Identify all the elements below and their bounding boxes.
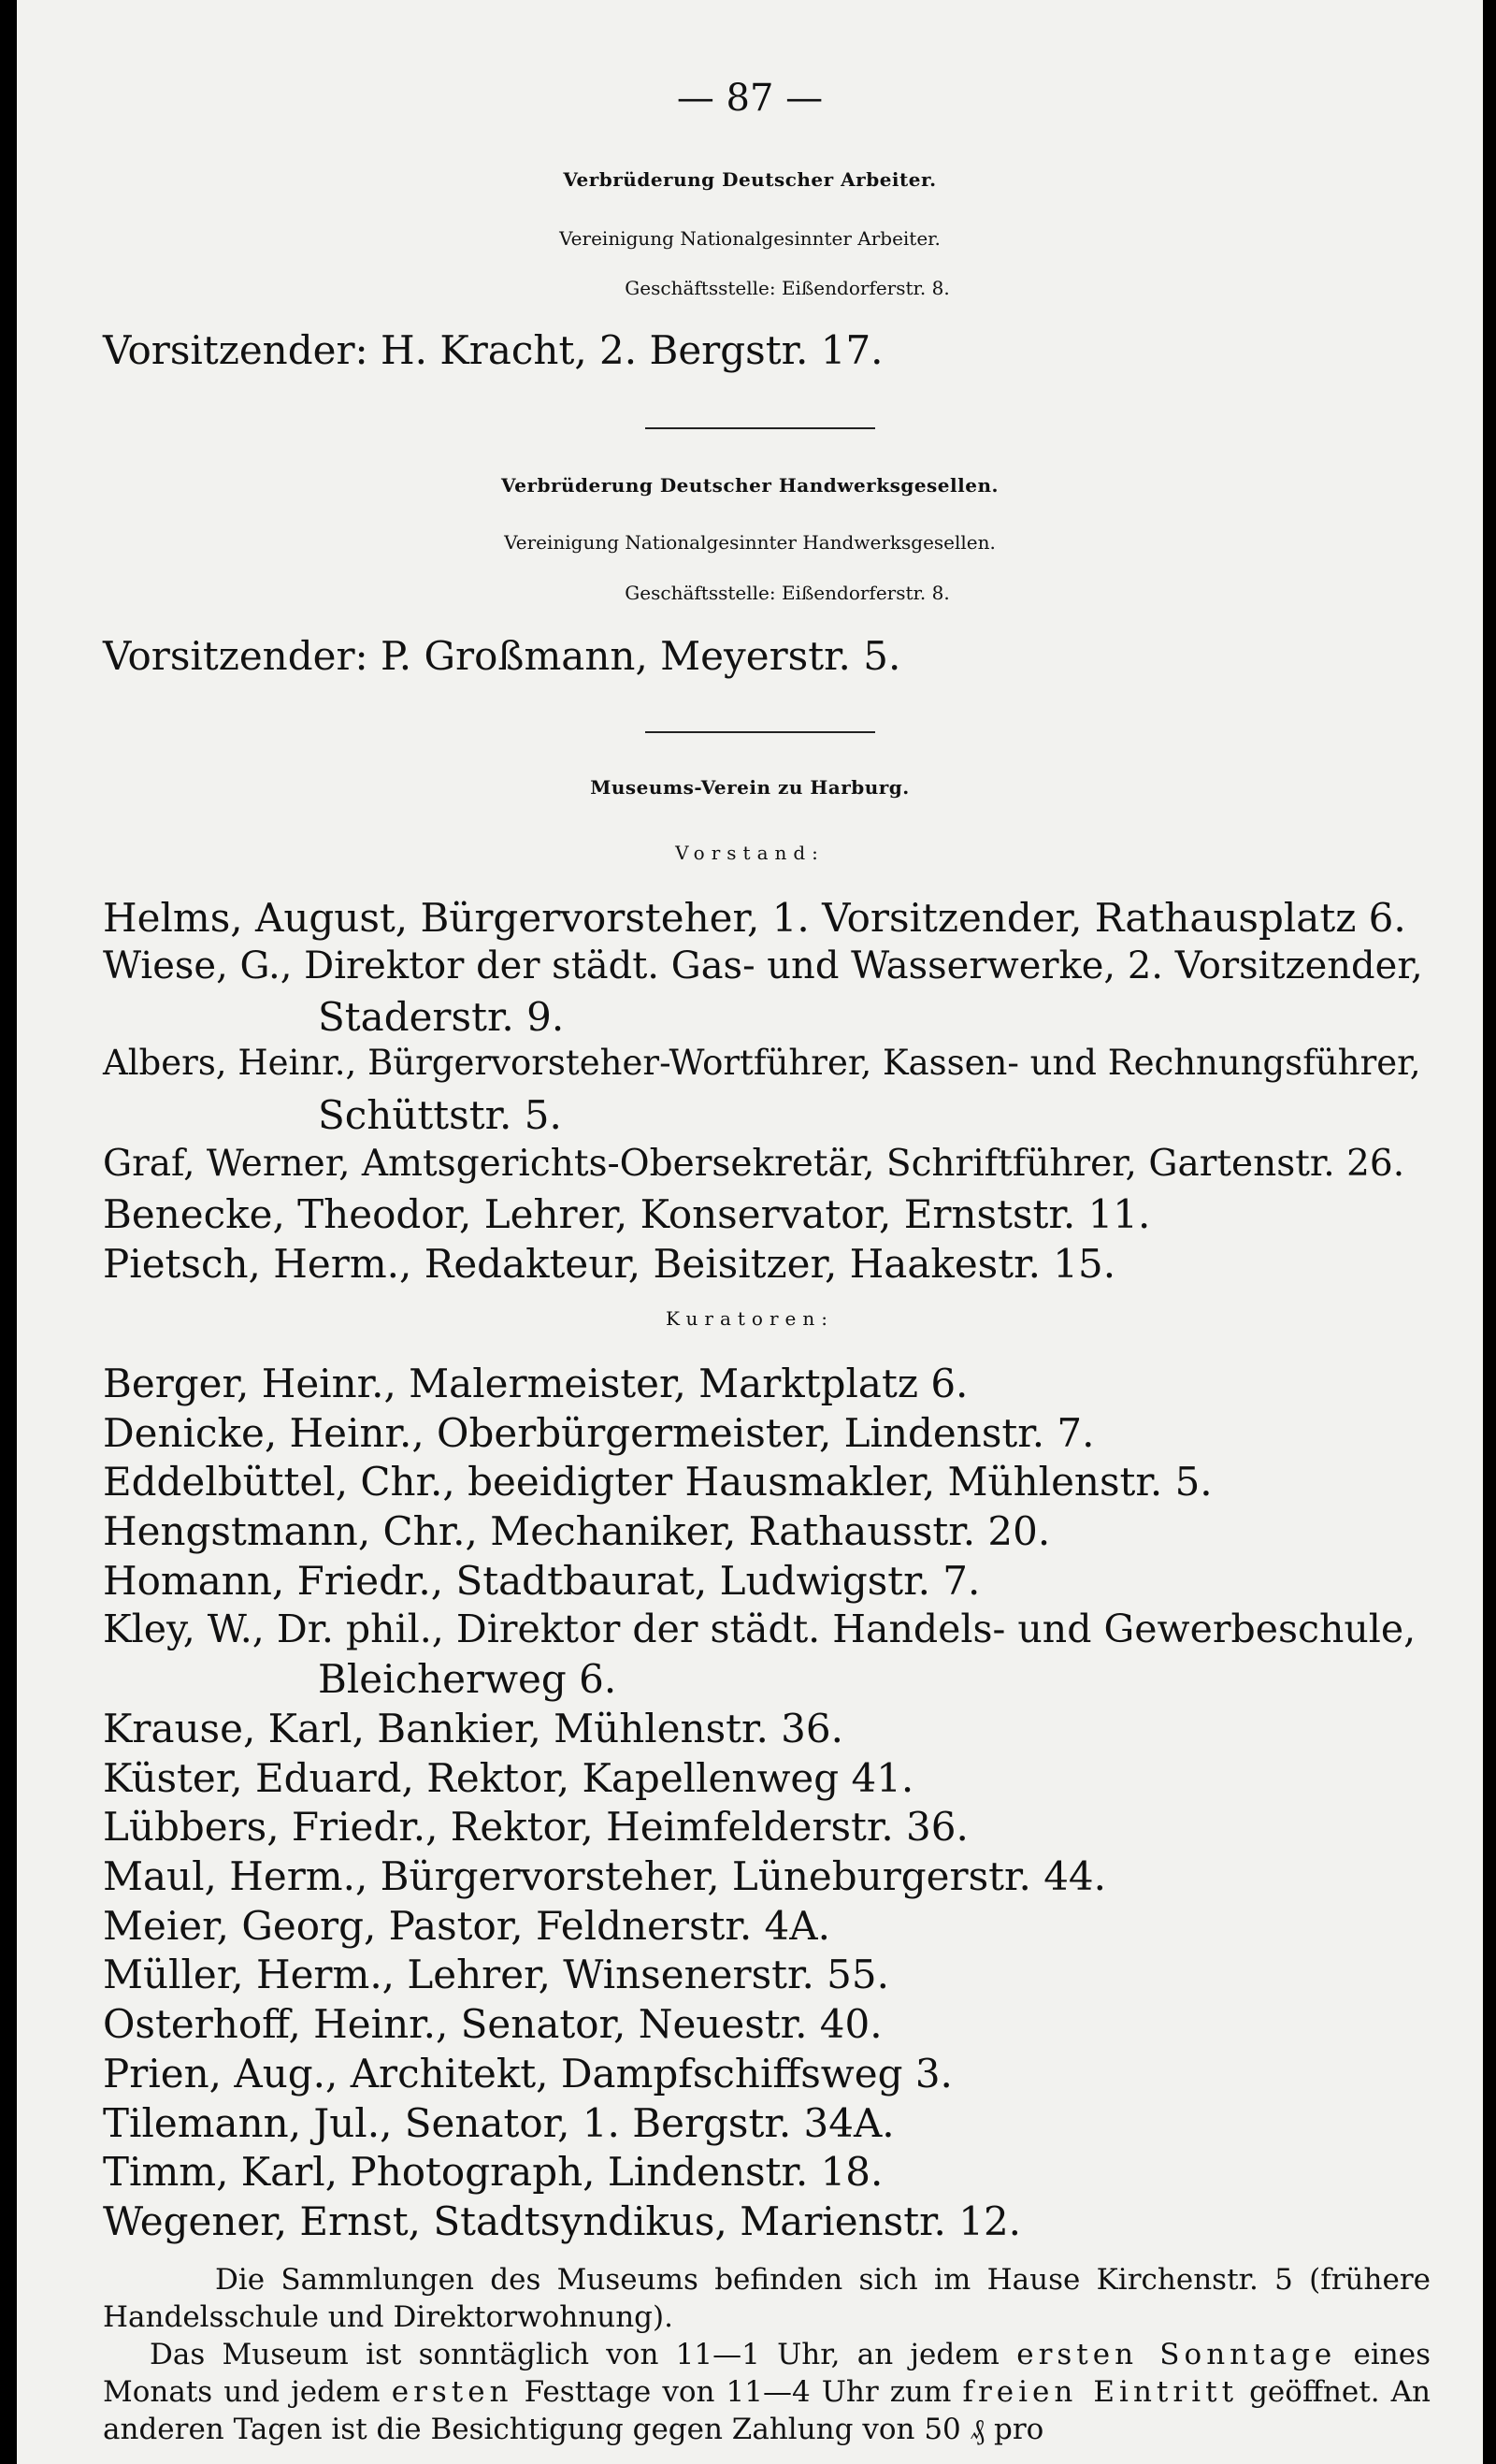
curator-entry: Kley, W., Dr. phil., Direktor der städt. Handels- und Gewerbeschule, xyxy=(103,1607,1417,1651)
board-entry: Albers, Heinr., Bürgervorsteher-Wortführer, Kassen- und Rechnungsführer, xyxy=(103,1043,1421,1083)
section-title: Verbrüderung Deutscher Arbeiter. xyxy=(563,168,937,191)
board-entry: Staderstr. 9. xyxy=(318,994,565,1040)
curator-entry: Eddelbüttel, Chr., beeidigter Hausmakler, Mühlenstr. 5. xyxy=(103,1459,1213,1505)
curator-entry: Homann, Friedr., Stadtbaurat, Ludwigstr. 7. xyxy=(103,1558,981,1604)
curator-entry: Hengstmann, Chr., Mechaniker, Rathausstr. 20. xyxy=(103,1508,1051,1554)
note-emphasis: freien Eintritt xyxy=(962,2375,1239,2409)
curator-entry: Denicke, Heinr., Oberbürgermeister, Lindenstr. 7. xyxy=(103,1410,1095,1456)
section-office: Geschäftsstelle: Eißendorferstr. 8. xyxy=(625,277,950,299)
curator-entry: Meier, Georg, Pastor, Feldnerstr. 4A. xyxy=(103,1903,830,1949)
board-entry: Helms, August, Bürgervorsteher, 1. Vorsitzender, Rathausplatz 6. xyxy=(103,895,1406,941)
section-subtitle: Vereinigung Nationalgesinnter Arbeiter. xyxy=(559,227,941,250)
curator-entry: Krause, Karl, Bankier, Mühlenstr. 36. xyxy=(103,1706,843,1751)
board-heading: Vorstand: xyxy=(675,842,825,864)
museum-notes xyxy=(103,2261,1431,2448)
board-entry: Benecke, Theodor, Lehrer, Konservator, Ernststr. 11. xyxy=(103,1191,1151,1237)
note-opening-hours xyxy=(103,2336,1431,2448)
curator-entry: Prien, Aug., Architekt, Dampfschiffsweg 3. xyxy=(103,2051,953,2097)
divider xyxy=(645,427,875,429)
note-emphasis: ersten Sonntage xyxy=(1016,2338,1337,2371)
curator-entry: Wegener, Ernst, Stadtsyndikus, Marienstr. 12. xyxy=(103,2198,1022,2244)
curator-entry: Lübbers, Friedr., Rektor, Heimfelderstr. 36. xyxy=(103,1804,969,1850)
curator-entry: Müller, Herm., Lehrer, Winsenerstr. 55. xyxy=(103,1952,889,1997)
section-subtitle: Vereinigung Nationalgesinnter Handwerksgesellen. xyxy=(504,531,996,554)
museum-title: Museums-Verein zu Harburg. xyxy=(590,776,910,799)
page-number: — 87 — xyxy=(676,77,824,120)
board-entry: Graf, Werner, Amtsgerichts-Obersekretär, Schriftführer, Gartenstr. 26. xyxy=(103,1143,1405,1185)
note-text: Festtage von 11—4 Uhr zum xyxy=(512,2375,963,2409)
section-office: Geschäftsstelle: Eißendorferstr. 8. xyxy=(625,582,950,604)
curator-entry: Berger, Heinr., Malermeister, Marktplatz 6. xyxy=(103,1361,969,1406)
note-text: eines Monats und jedem xyxy=(103,2338,1431,2409)
divider xyxy=(645,731,875,733)
board-entry: Pietsch, Herm., Redakteur, Beisitzer, Haakestr. 15. xyxy=(103,1241,1116,1287)
section-chair: Vorsitzender: P. Großmann, Meyerstr. 5. xyxy=(103,633,901,679)
board-entry: Schüttstr. 5. xyxy=(318,1092,562,1138)
section-title: Verbrüderung Deutscher Handwerksgesellen. xyxy=(501,474,999,497)
curator-entry: Osterhoff, Heinr., Senator, Neuestr. 40. xyxy=(103,2001,883,2047)
note-text: Das Museum ist sonntäglich von 11—1 Uhr, an jedem xyxy=(150,2338,1017,2371)
curator-entry: Maul, Herm., Bürgervorsteher, Lüneburgerstr. 44. xyxy=(103,1853,1106,1899)
board-entry: Wiese, G., Direktor der städt. Gas- und Wasserwerke, 2. Vorsitzender, xyxy=(103,944,1423,987)
curator-entry: Küster, Eduard, Rektor, Kapellenweg 41. xyxy=(103,1755,914,1801)
note-collections: Die Sammlungen des Museums befinden sich im Hause Kirchenstr. 5 (frühere Handelsschule und Direktorwohnung). xyxy=(103,2263,1431,2334)
note-emphasis: ersten xyxy=(391,2375,513,2409)
document-page xyxy=(17,0,1483,2464)
curator-entry: Tilemann, Jul., Senator, 1. Bergstr. 34A. xyxy=(103,2100,895,2146)
note-text: geöffnet. An anderen Tagen ist die Besichtigung gegen Zahlung von 50 ₰ pro xyxy=(103,2375,1431,2446)
curator-entry: Bleicherweg 6. xyxy=(318,1656,617,1702)
curator-entry: Timm, Karl, Photograph, Lindenstr. 18. xyxy=(103,2149,884,2195)
section-chair: Vorsitzender: H. Kracht, 2. Bergstr. 17. xyxy=(103,327,884,373)
curators-heading: Kuratoren: xyxy=(666,1307,834,1330)
